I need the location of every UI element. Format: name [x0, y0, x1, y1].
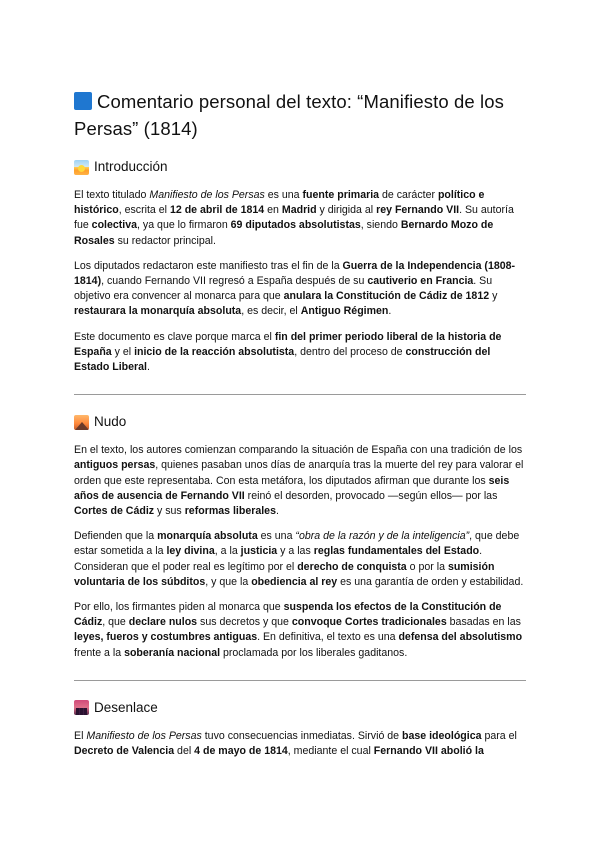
text-run: , siendo: [360, 219, 401, 232]
bold-text: 4 de mayo de 1814: [194, 745, 288, 758]
text-run: , es decir, el: [241, 305, 301, 318]
text-run: , a la: [214, 545, 241, 558]
text-run: basadas en las: [446, 616, 521, 629]
paragraph: [74, 443, 526, 519]
bold-text: fuente primaria: [302, 189, 380, 201]
text-run: , ya que lo firmaron: [137, 219, 231, 232]
text-run: En el texto, los autores comienzan comparando la situación de España con una tradición de los: [74, 444, 523, 457]
text-run: El: [74, 729, 87, 742]
section-divider: [74, 394, 526, 395]
bold-text: Fernando VII abolió la: [373, 745, 484, 758]
paragraph: [74, 259, 526, 320]
text-run: , y que la: [205, 575, 252, 588]
text-run: .: [388, 305, 392, 318]
text-run: es una: [257, 530, 296, 543]
bold-text: político e histórico: [74, 189, 485, 217]
bold-text: sumisión voluntaria de los súbditos: [74, 560, 495, 588]
text-run: , que debe estar sometida a la: [74, 530, 520, 558]
bold-text: convoque Cortes tradicionales: [291, 616, 447, 629]
bold-text: colectiva: [91, 219, 138, 232]
bold-text: seis años de ausencia de Fernando VII: [74, 474, 510, 502]
italic-text: “obra de la razón y de la inteligencia”: [295, 530, 470, 543]
bold-text: ley divina: [166, 545, 215, 558]
bold-text: Cortes de Cádiz: [74, 505, 155, 518]
bold-text: monarquía absoluta: [157, 530, 258, 543]
text-run: . Su objetivo era convencer al monarca para que: [74, 275, 493, 303]
blue-square-icon: [74, 92, 92, 110]
text-run: y a las: [277, 545, 314, 558]
bold-text: anulara la Constitución de Cádiz de 1812: [283, 290, 490, 303]
paragraph: [74, 529, 526, 590]
bold-text: Bernardo Mozo de Rosales: [74, 219, 494, 247]
text-run: y: [489, 290, 498, 303]
section-heading-text: Nudo: [94, 414, 127, 430]
bold-text: justicia: [240, 545, 278, 558]
text-run: .: [147, 361, 150, 374]
text-run: proclamada por los liberales gaditanos.: [220, 646, 408, 659]
text-run: tuvo consecuencias inmediatas. Sirvió de: [201, 729, 403, 742]
text-run: Los diputados redactaron este manifiesto tras el fin de la: [74, 259, 343, 272]
paragraph: [74, 330, 526, 376]
text-run: frente a la: [74, 646, 125, 659]
bold-text: inicio de la reacción absolutista: [134, 345, 295, 358]
bold-text: Madrid: [281, 204, 317, 217]
text-run: de carácter: [379, 189, 438, 201]
text-run: reinó el desorden, provocado —según ellos— por las: [244, 489, 498, 502]
section-heading-text: Introducción: [94, 159, 168, 174]
text-run: y el: [111, 345, 135, 358]
text-run: , quienes pasaban unos días de anarquía tras la muerte del rey para valorar el orden que este representaba. Con esta metáfora, los diputados afirman que durante los: [74, 459, 524, 487]
section-heading-nudo: [74, 413, 526, 431]
bold-text: Guerra de la Independencia (1808-1814): [74, 259, 516, 288]
italic-text: Manifiesto de los Persas: [86, 729, 202, 742]
text-run: es una garantía de orden y estabilidad.: [337, 575, 524, 588]
text-run: , dentro del proceso de: [294, 345, 406, 358]
paragraph: [74, 600, 526, 661]
section-heading-text: Desenlace: [94, 699, 158, 715]
paragraph: [74, 188, 526, 249]
text-run: El texto titulado: [74, 189, 150, 201]
bold-text: leyes, fueros y costumbres antiguas: [74, 631, 258, 644]
text-run: o por la: [406, 560, 448, 573]
bold-text: Antiguo Régimen: [300, 305, 389, 318]
text-run: para el: [481, 729, 517, 742]
text-run: sus decretos y que: [197, 616, 292, 629]
bold-text: reglas fundamentales del Estado: [313, 545, 480, 558]
section-heading-desenlace: [74, 699, 526, 717]
document-title: [74, 88, 526, 142]
document-content: [74, 88, 526, 759]
bold-text: construcción del Estado Liberal: [74, 345, 491, 374]
text-run: Por ello, los firmantes piden al monarca que: [74, 601, 284, 614]
text-run: y dirigida al: [316, 204, 377, 217]
italic-text: Manifiesto de los Persas: [149, 189, 265, 201]
bold-text: base ideológica: [402, 729, 482, 742]
sunrise-icon: [74, 160, 89, 175]
bold-text: 12 de abril de 1814: [169, 204, 265, 217]
text-run: , cuando Fernando VII regresó a España después de su: [101, 275, 368, 288]
bold-text: antiguos persas: [74, 459, 156, 472]
bold-text: cautiverio en Francia: [367, 275, 474, 288]
text-run: es una: [264, 189, 303, 201]
bold-text: rey Fernando VII: [376, 204, 460, 217]
cityscape-dusk-icon: [74, 700, 89, 715]
section-heading-introduccion: [74, 158, 526, 176]
bold-text: 69 diputados absolutistas: [230, 219, 361, 232]
bold-text: obediencia al rey: [251, 575, 338, 588]
text-run: . Su autoría fue: [74, 204, 514, 232]
bold-text: declare nulos: [128, 616, 198, 629]
text-run: , que: [102, 616, 129, 629]
section-divider: [74, 680, 526, 681]
text-run: .: [275, 505, 279, 518]
bold-text: suspenda los efectos de la Constitución de Cádiz: [74, 601, 502, 629]
sunset-mountain-icon: [74, 415, 89, 430]
bold-text: soberanía nacional: [124, 646, 221, 659]
text-run: , escrita el: [118, 204, 170, 217]
paragraph: [74, 729, 526, 759]
bold-text: fin del primer periodo liberal de la historia de España: [74, 330, 502, 358]
bold-text: Decreto de Valencia: [74, 745, 175, 758]
text-run: Defienden que la: [74, 530, 158, 543]
bold-text: defensa del absolutismo: [398, 631, 523, 644]
text-run: . Consideran que el poder real es legítimo por el: [74, 545, 483, 573]
text-run: . En definitiva, el texto es una: [257, 631, 399, 644]
text-run: Este documento es clave porque marca el: [74, 330, 275, 343]
bold-text: reformas liberales: [184, 505, 276, 518]
bold-text: restaurara la monarquía absoluta: [74, 305, 242, 318]
text-run: del: [174, 745, 195, 758]
document-title-text: Comentario personal del texto: “Manifiesto de los Persas” (1814): [74, 91, 504, 139]
text-run: su redactor principal.: [114, 234, 216, 247]
text-run: , mediante el cual: [287, 745, 374, 758]
bold-text: derecho de conquista: [297, 560, 407, 573]
text-run: y sus: [154, 505, 185, 518]
text-run: en: [264, 204, 282, 217]
